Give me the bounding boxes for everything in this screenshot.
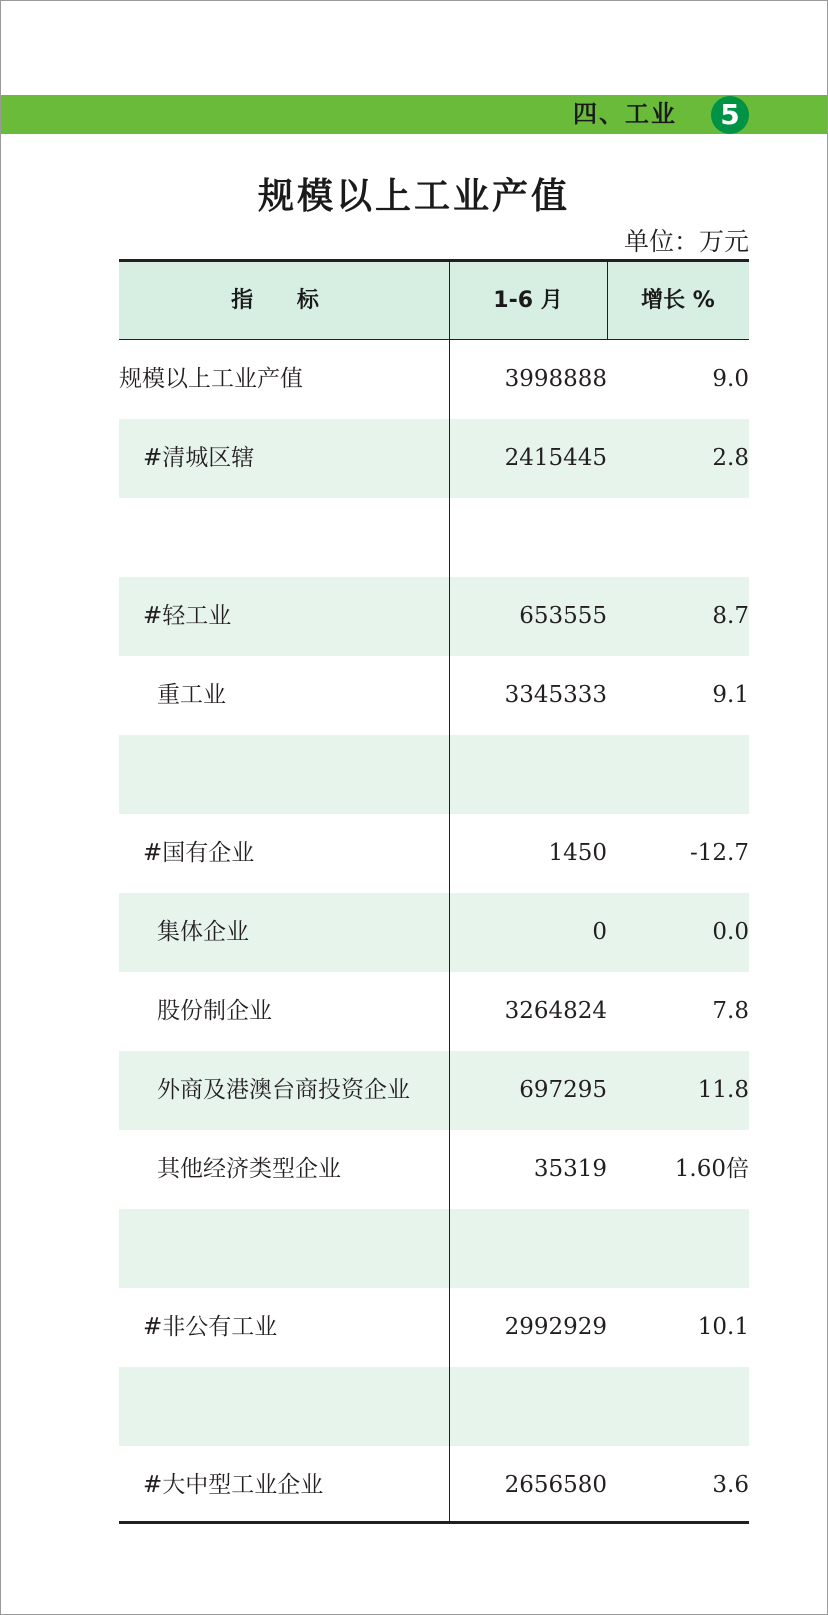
table-row bbox=[119, 419, 749, 498]
column-divider bbox=[449, 262, 450, 1524]
table-row bbox=[119, 656, 749, 735]
row-growth: 7.8 bbox=[712, 998, 749, 1024]
row-indicator bbox=[119, 1367, 444, 1446]
row-growth: 9.0 bbox=[712, 366, 749, 392]
table-row bbox=[119, 972, 749, 1051]
row-value bbox=[449, 735, 607, 814]
table-header-row bbox=[119, 262, 749, 340]
table-row bbox=[119, 1130, 749, 1209]
row-growth bbox=[607, 735, 749, 814]
row-growth: 8.7 bbox=[712, 603, 749, 629]
table-row bbox=[119, 735, 749, 814]
table-body bbox=[119, 340, 749, 1525]
row-indicator: 规模以上工业产值 bbox=[119, 366, 303, 392]
column-header-value: 1-6 月 bbox=[493, 288, 563, 313]
table-row bbox=[119, 1288, 749, 1367]
row-value: 0 bbox=[592, 919, 607, 945]
page-title: 规模以上工业产值 bbox=[257, 176, 570, 217]
table-row bbox=[119, 1051, 749, 1130]
table-row bbox=[119, 1446, 749, 1525]
row-indicator bbox=[119, 498, 444, 577]
page-number-badge: 5 bbox=[711, 96, 749, 134]
unit-note: 单位：万元 bbox=[623, 227, 749, 256]
row-indicator: #轻工业 bbox=[143, 603, 232, 629]
row-indicator: 重工业 bbox=[157, 682, 226, 708]
row-indicator: #国有企业 bbox=[143, 840, 255, 866]
row-growth: 2.8 bbox=[712, 445, 749, 471]
row-growth bbox=[607, 1209, 749, 1288]
table-row bbox=[119, 1367, 749, 1446]
table-row bbox=[119, 814, 749, 893]
column-header-growth: 增长 % bbox=[641, 288, 715, 313]
table-row bbox=[119, 893, 749, 972]
row-growth: 3.6 bbox=[712, 1472, 749, 1498]
row-growth: 0.0 bbox=[712, 919, 749, 945]
row-growth: 9.1 bbox=[712, 682, 749, 708]
row-growth: -12.7 bbox=[690, 840, 749, 866]
row-indicator: #大中型工业企业 bbox=[143, 1472, 324, 1498]
row-growth: 10.1 bbox=[697, 1314, 749, 1340]
row-value bbox=[449, 1367, 607, 1446]
section-header-band bbox=[1, 95, 827, 134]
row-value: 2992929 bbox=[504, 1314, 607, 1340]
row-value: 3998888 bbox=[504, 366, 607, 392]
row-indicator: 外商及港澳台商投资企业 bbox=[157, 1077, 410, 1103]
row-growth bbox=[607, 1367, 749, 1446]
row-indicator bbox=[119, 735, 444, 814]
row-value: 2415445 bbox=[504, 445, 607, 471]
row-value bbox=[449, 498, 607, 577]
row-value: 3264824 bbox=[504, 998, 607, 1024]
row-indicator: 其他经济类型企业 bbox=[157, 1156, 341, 1182]
row-growth: 11.8 bbox=[697, 1077, 749, 1103]
row-indicator: #清城区辖 bbox=[143, 445, 255, 471]
row-value: 653555 bbox=[519, 603, 607, 629]
row-value: 697295 bbox=[519, 1077, 607, 1103]
table-row bbox=[119, 340, 749, 419]
row-value: 1450 bbox=[548, 840, 607, 866]
row-indicator: 股份制企业 bbox=[157, 998, 272, 1024]
row-value bbox=[449, 1209, 607, 1288]
header-column-divider bbox=[607, 262, 608, 339]
row-value: 35319 bbox=[533, 1156, 607, 1182]
row-growth bbox=[607, 498, 749, 577]
row-indicator bbox=[119, 1209, 444, 1288]
row-value: 2656580 bbox=[504, 1472, 607, 1498]
row-growth: 1.60倍 bbox=[674, 1156, 749, 1182]
table-row bbox=[119, 498, 749, 577]
table-bottom-rule bbox=[119, 1521, 749, 1524]
section-label: 四、工业 bbox=[573, 100, 677, 128]
table-row bbox=[119, 577, 749, 656]
row-indicator: #非公有工业 bbox=[143, 1314, 278, 1340]
row-indicator: 集体企业 bbox=[157, 919, 249, 945]
row-value: 3345333 bbox=[504, 682, 607, 708]
column-header-indicator: 指 标 bbox=[231, 288, 337, 313]
table-row bbox=[119, 1209, 749, 1288]
